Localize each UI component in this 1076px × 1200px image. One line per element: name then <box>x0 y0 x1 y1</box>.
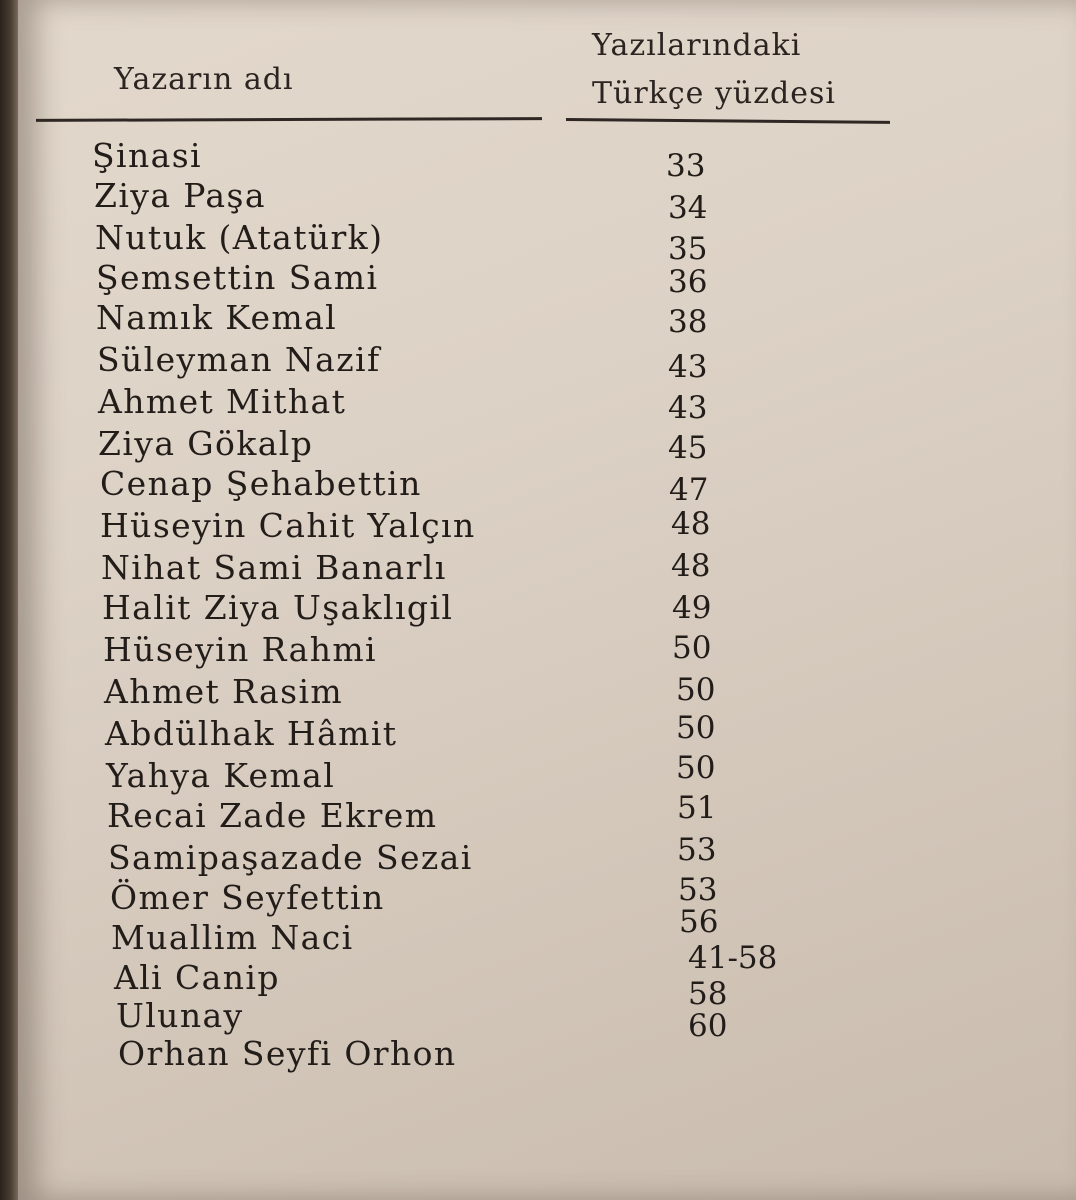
author-name: Samipaşazade Sezai <box>108 838 473 877</box>
turkish-percentage: 36 <box>668 264 708 300</box>
author-name: Yahya Kemal <box>106 756 336 795</box>
author-name: Şemsettin Sami <box>96 258 379 297</box>
turkish-percentage: 41-58 <box>688 940 778 976</box>
author-name: Abdülhak Hâmit <box>105 714 398 753</box>
author-name: Muallim Naci <box>111 918 354 957</box>
author-name: Ömer Seyfettin <box>110 878 385 917</box>
book-spine-edge <box>0 0 18 1200</box>
turkish-percentage: 49 <box>672 590 712 626</box>
header-rule-left <box>36 117 542 122</box>
author-name: Ulunay <box>116 996 244 1035</box>
author-name: Nihat Sami Banarlı <box>101 548 447 587</box>
turkish-percentage: 50 <box>672 630 712 666</box>
author-name: Hüseyin Rahmi <box>103 630 378 669</box>
author-name: Nutuk (Atatürk) <box>95 218 384 257</box>
turkish-percentage: 35 <box>668 231 708 267</box>
author-name: Ahmet Rasim <box>104 672 344 711</box>
author-name: Hüseyin Cahit Yalçın <box>100 506 476 545</box>
column-header-percentage-line2: Türkçe yüzdesi <box>592 76 836 111</box>
turkish-percentage: 48 <box>671 506 711 542</box>
turkish-percentage: 38 <box>668 304 708 340</box>
author-name: Recai Zade Ekrem <box>107 796 438 835</box>
turkish-percentage: 43 <box>668 390 708 426</box>
turkish-percentage: 33 <box>666 148 706 184</box>
author-name: Ziya Paşa <box>94 176 266 215</box>
author-name: Ahmet Mithat <box>98 382 347 421</box>
turkish-percentage: 43 <box>668 349 708 385</box>
turkish-percentage: 60 <box>688 1008 728 1044</box>
header-rule-right <box>566 118 890 124</box>
author-name: Ali Canip <box>114 958 280 997</box>
turkish-percentage: 47 <box>669 472 709 508</box>
author-name: Orhan Seyfi Orhon <box>118 1034 457 1073</box>
author-name: Süleyman Nazif <box>97 340 381 379</box>
turkish-percentage: 56 <box>679 904 719 940</box>
author-name: Şinasi <box>92 136 202 175</box>
author-name: Namık Kemal <box>96 298 338 337</box>
turkish-percentage: 53 <box>677 832 717 868</box>
author-name: Ziya Gökalp <box>98 424 314 463</box>
turkish-percentage: 51 <box>677 790 717 826</box>
turkish-percentage: 45 <box>668 430 708 466</box>
turkish-percentage: 50 <box>676 672 716 708</box>
column-header-percentage <box>592 22 836 118</box>
column-header-percentage-line1: Yazılarındaki <box>592 28 802 63</box>
book-page <box>18 0 1076 1200</box>
turkish-percentage: 53 <box>678 872 718 908</box>
author-name: Halit Ziya Uşaklıgil <box>102 588 454 627</box>
turkish-percentage: 34 <box>668 190 708 226</box>
turkish-percentage: 50 <box>676 710 716 746</box>
author-name: Cenap Şehabettin <box>100 464 422 503</box>
turkish-percentage: 58 <box>688 976 728 1012</box>
turkish-percentage: 50 <box>676 750 716 786</box>
column-header-author: Yazarın adı <box>114 62 294 97</box>
turkish-percentage: 48 <box>671 548 711 584</box>
